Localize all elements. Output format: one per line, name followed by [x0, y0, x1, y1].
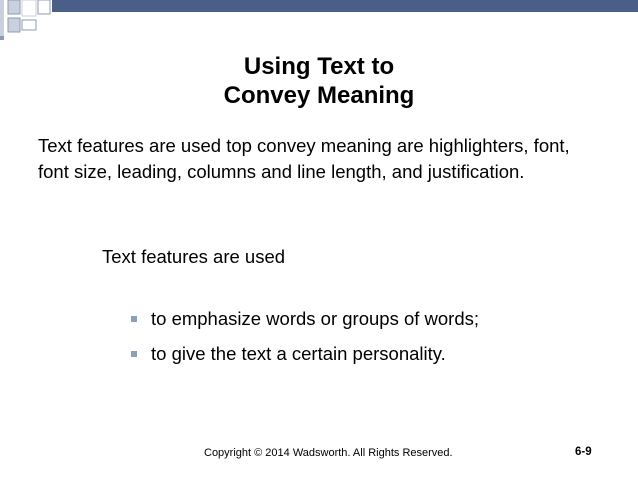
square-bullet-icon [131, 351, 137, 357]
list-item [131, 306, 479, 332]
subheading: Text features are used [102, 246, 286, 267]
copyright-footer: Copyright © 2014 Wadsworth. All Rights Reserved. [204, 447, 453, 459]
page-number: 6-9 [575, 446, 592, 458]
title-line-2: Convey Meaning [223, 82, 415, 109]
list-item [131, 341, 479, 367]
bullet-list [131, 306, 479, 376]
body-paragraph: Text features are used top convey meaning are highlighters, font, font size, leading, columns and line length, and justification. [38, 135, 570, 182]
title-line-1: Using Text to [243, 53, 395, 80]
slide-title [0, 52, 638, 110]
header-decoration [0, 0, 638, 40]
square-bullet-icon [131, 316, 137, 322]
bullet-text: to give the text a certain personality. [151, 343, 446, 364]
bullet-text: to emphasize words or groups of words; [151, 308, 480, 329]
